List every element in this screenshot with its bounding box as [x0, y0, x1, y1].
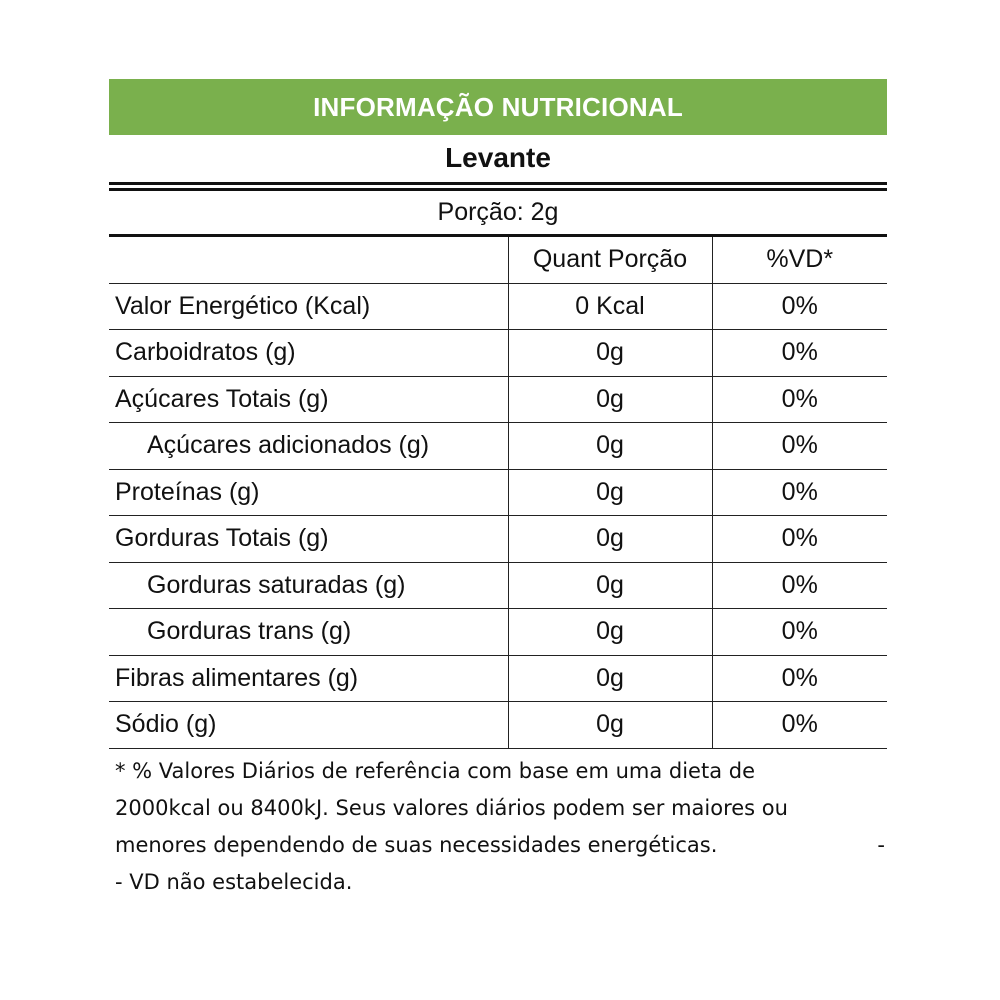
nutrient-amount: 0g	[508, 609, 712, 656]
nutrient-amount: 0 Kcal	[508, 283, 712, 330]
nutrition-table	[109, 237, 887, 749]
nutrient-amount: 0g	[508, 330, 712, 377]
footnote-line: - VD não estabelecida.	[115, 869, 353, 894]
portion-size: Porção: 2g	[109, 191, 887, 237]
table-row	[109, 702, 887, 749]
nutrient-amount: 0g	[508, 562, 712, 609]
nutrient-vd: 0%	[712, 562, 887, 609]
nutrient-amount: 0g	[508, 655, 712, 702]
table-header-row	[109, 237, 887, 283]
nutrient-name: Gorduras saturadas (g)	[109, 562, 508, 609]
table-row	[109, 516, 887, 563]
nutrient-vd: 0%	[712, 609, 887, 656]
table-row	[109, 655, 887, 702]
column-header-vd: %VD*	[712, 237, 887, 283]
nutrient-vd: 0%	[712, 516, 887, 563]
footnote-line: menores dependendo de suas necessidades energéticas.	[115, 832, 718, 857]
nutrient-name: Gorduras Totais (g)	[109, 516, 508, 563]
nutrient-name: Proteínas (g)	[109, 469, 508, 516]
footnote-line: 2000kcal ou 8400kJ. Seus valores diários podem ser maiores ou	[115, 795, 788, 820]
column-header-amount: Quant Porção	[508, 237, 712, 283]
table-row	[109, 330, 887, 377]
table-row	[109, 609, 887, 656]
nutrient-vd: 0%	[712, 655, 887, 702]
nutrient-name: Açúcares Totais (g)	[109, 376, 508, 423]
nutrient-vd: 0%	[712, 469, 887, 516]
nutrient-vd: 0%	[712, 376, 887, 423]
nutrient-name: Carboidratos (g)	[109, 330, 508, 377]
nutrient-amount: 0g	[508, 423, 712, 470]
nutrient-amount: 0g	[508, 376, 712, 423]
label-title: INFORMAÇÃO NUTRICIONAL	[313, 91, 683, 122]
nutrient-name: Fibras alimentares (g)	[109, 655, 508, 702]
footnote-line: * % Valores Diários de referência com base em uma dieta de	[115, 758, 755, 783]
nutrient-vd: 0%	[712, 283, 887, 330]
nutrient-amount: 0g	[508, 516, 712, 563]
nutrient-name: Gorduras trans (g)	[109, 609, 508, 656]
nutrient-name: Sódio (g)	[109, 702, 508, 749]
label-header	[109, 79, 887, 135]
nutrition-label	[109, 79, 887, 901]
table-row	[109, 376, 887, 423]
table-row	[109, 469, 887, 516]
nutrient-amount: 0g	[508, 469, 712, 516]
footnote	[109, 753, 887, 901]
table-row	[109, 283, 887, 330]
nutrient-vd: 0%	[712, 702, 887, 749]
table-row	[109, 562, 887, 609]
stray-dash-mark: -	[877, 832, 885, 857]
table-row	[109, 423, 887, 470]
nutrient-name: Açúcares adicionados (g)	[109, 423, 508, 470]
column-header-nutrient	[109, 237, 508, 283]
product-name: Levante	[445, 142, 551, 173]
nutrient-name: Valor Energético (Kcal)	[109, 283, 508, 330]
nutrient-amount: 0g	[508, 702, 712, 749]
double-divider	[109, 181, 887, 191]
nutrient-vd: 0%	[712, 423, 887, 470]
nutrient-vd: 0%	[712, 330, 887, 377]
